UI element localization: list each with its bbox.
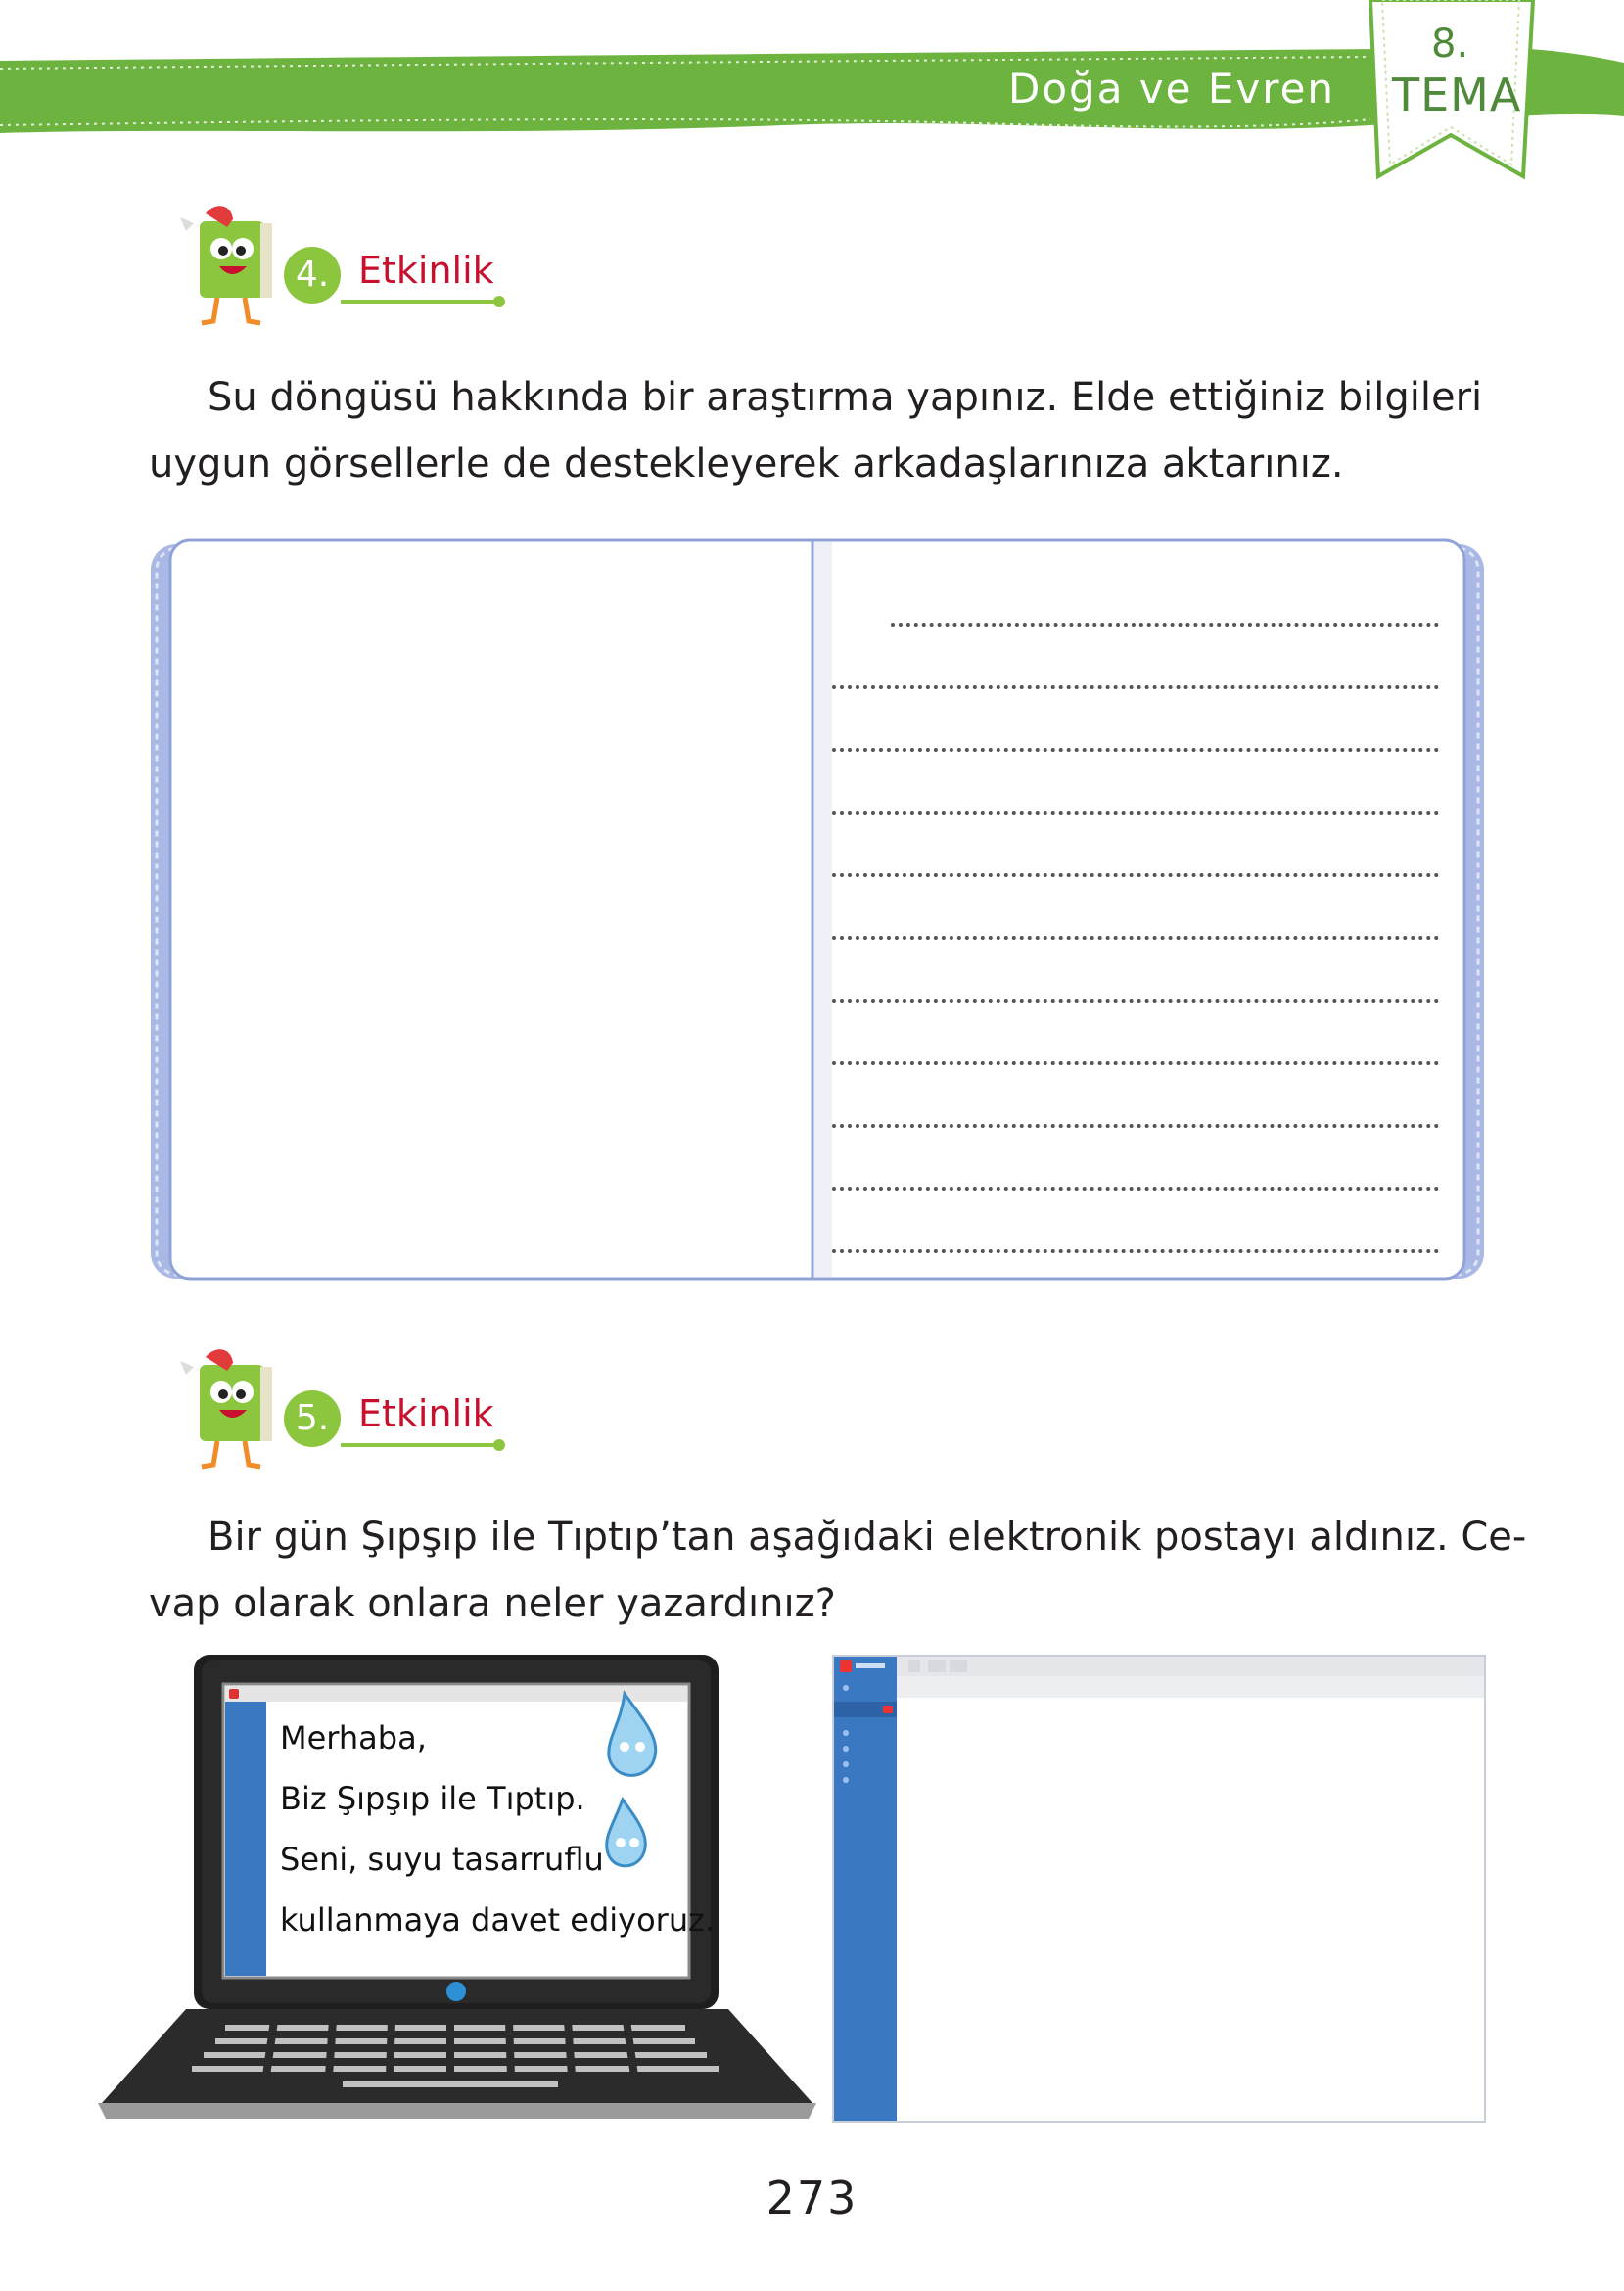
theme-label: TEMA (1392, 69, 1522, 121)
underline-dot (493, 296, 505, 307)
ribbon-graphic (0, 0, 1624, 196)
activity-4-number: 4. (284, 247, 341, 304)
laptop-illustration (98, 1655, 822, 2125)
email-line: Merhaba, (280, 1719, 427, 1756)
header-ribbon (0, 0, 1624, 196)
email-line: Biz Şıpşıp ile Tıptıp. (280, 1780, 585, 1817)
notebook-frame (149, 538, 1486, 1283)
writing-line[interactable] (832, 748, 1439, 752)
writing-line[interactable] (832, 1187, 1439, 1191)
writing-line[interactable] (832, 1249, 1439, 1253)
writing-line[interactable] (832, 936, 1439, 940)
email-line: kullanmaya davet ediyoruz. (280, 1901, 716, 1939)
label-underline (341, 300, 497, 304)
paragraph-line: Su döngüsü hakkında bir araştırma yapınız. Elde ettiğiniz bilgileri (208, 375, 1483, 420)
laptop-graphic (98, 1655, 822, 2125)
writing-line[interactable] (832, 873, 1439, 877)
email-line: Seni, suyu tasarruflu (280, 1841, 604, 1878)
theme-title: Doğa ve Evren (1008, 65, 1336, 113)
activity-5-header (176, 1345, 509, 1473)
label-underline (341, 1443, 497, 1447)
activity-5-instructions (149, 1504, 1527, 1637)
paragraph-line: uygun görsellerle de destekleyerek arkadaşlarınıza aktarınız. (149, 442, 1344, 487)
page-number: 273 (766, 2172, 858, 2224)
writing-line[interactable] (891, 623, 1439, 627)
writing-line[interactable] (832, 1061, 1439, 1065)
writing-line[interactable] (832, 811, 1439, 815)
writing-line[interactable] (832, 999, 1439, 1003)
paragraph-line: Bir gün Şıpşıp ile Tıptıp’tan aşağıdaki elektronik postayı aldınız. Ce- (208, 1515, 1527, 1560)
theme-number: 8. (1431, 22, 1469, 67)
notebook-answer-area[interactable] (149, 538, 1486, 1283)
writing-line[interactable] (832, 685, 1439, 689)
mail-window-graphic (832, 1655, 1486, 2123)
writing-line[interactable] (832, 1124, 1439, 1128)
activity-5-label: Etkinlik (358, 1392, 494, 1435)
activity-4-label: Etkinlik (358, 249, 494, 292)
paragraph-line: vap olarak onlara neler yazardınız? (149, 1581, 836, 1626)
activity-5-number: 5. (284, 1390, 341, 1447)
underline-dot (493, 1439, 505, 1451)
activity-4-instructions (149, 364, 1483, 497)
reply-mail-window[interactable] (832, 1655, 1486, 2123)
activity-4-header (176, 202, 509, 329)
